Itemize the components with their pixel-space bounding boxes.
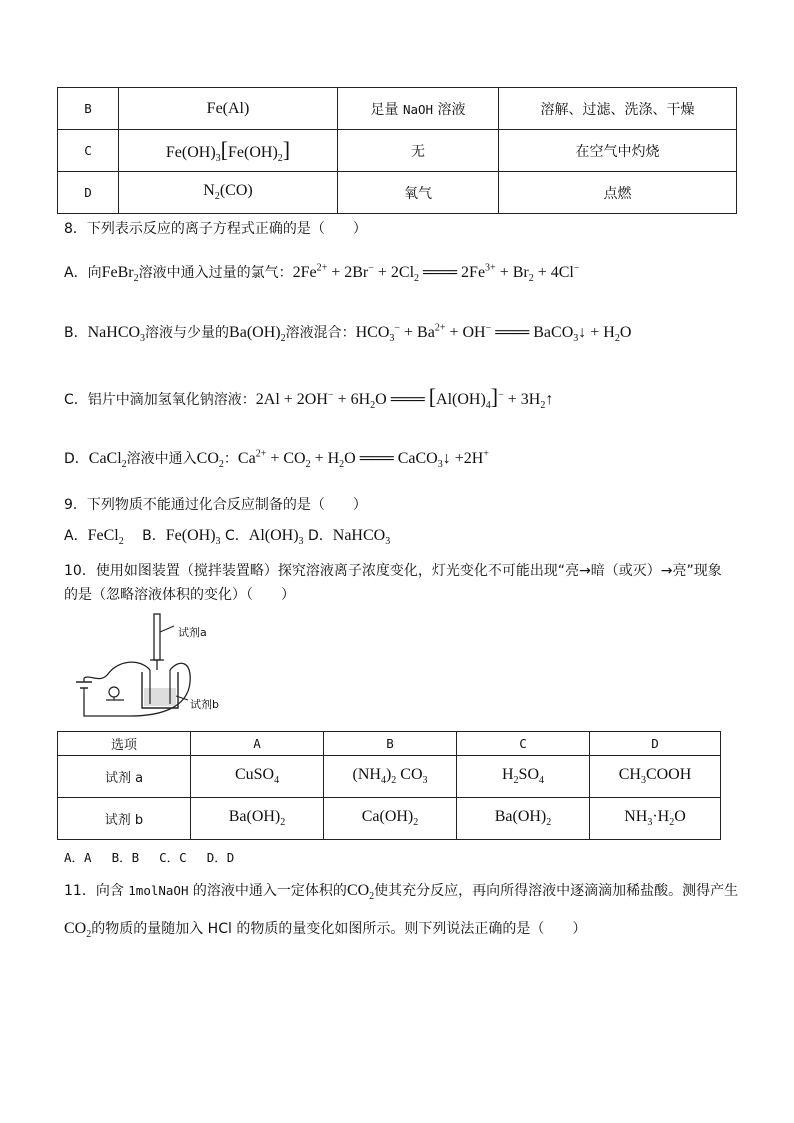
q8-option-a: A．向FeBr$_2$溶液中通入过量的氯气：$2Fe^{2+} + 2Br^- + 2Cl_2$ ═══ $2Fe^{3+} + Br_2 + 4Cl^-$ <box>64 262 580 285</box>
reagent-cell: 无 <box>338 130 499 172</box>
q8-option-b: B．NaHCO$_3$溶液与少量的$Ba(OH)_2$溶液混合：$HCO_3^- + Ba^{2+} + OH^-$ ═══ BaCO$_3$↓ + $H_2O$ <box>64 322 632 345</box>
cell: $(NH_4)_2$ $CO_3$ <box>324 756 457 798</box>
header-option: 选项 <box>58 732 191 756</box>
q10-stem-line2: 的是（忽略溶液体积的变化）（ ） <box>64 587 295 603</box>
reagent-cell: 氧气 <box>338 172 499 214</box>
cell: $NH_3\cdot H_2O$ <box>590 798 721 840</box>
q9-options: A．FeCl$_2$ B．$Fe(OH)_3$ C．$Al(OH)_3$ D．NaHCO$_3$ <box>64 527 391 548</box>
q8-option-d: D．CaCl$_2$溶液中通入$CO_2$：$Ca^{2+} + CO_2 + H_2O$ ═══ CaCO$_3$↓ +2H+ <box>64 448 489 471</box>
row-label-a: 试剂 a <box>58 756 191 798</box>
row-label: B <box>58 88 119 130</box>
reagent-cell: 足量 NaOH 溶液 <box>338 88 499 130</box>
method-cell: 在空气中灼烧 <box>499 130 737 172</box>
q10-stem-line1: 10．使用如图装置（搅拌装置略）探究溶液离子浓度变化，灯光变化不可能出现“亮→暗（或灭）→亮”现象 <box>64 563 722 579</box>
q11-line1: 11．向含 1molNaOH 的溶液中通入一定体积的$CO_2$使其充分反应，再向所得溶液中逐滴滴加稀盐酸。测得产生 <box>64 882 739 903</box>
cell: $Ba(OH)_2$ <box>191 798 324 840</box>
separation-table <box>57 87 737 214</box>
q8-stem: 8．下列表示反应的离子方程式正确的是（ ） <box>64 221 367 237</box>
q9-stem: 9．下列物质不能通过化合反应制备的是（ ） <box>64 497 367 513</box>
cell: $H_2SO_4$ <box>457 756 590 798</box>
q10-answers: A．A B．B C．C D．D <box>64 850 235 865</box>
cell: $CH_3COOH$ <box>590 756 721 798</box>
substance-cell: Fe(Al) <box>119 88 338 130</box>
row-label: D <box>58 172 119 214</box>
q8-option-c: C．铝片中滴加氢氧化钠溶液：$2Al + 2OH^- + 6H_2O$ ═══ $[Al(OH)_4]^-$ + $3H_2↑$ <box>64 384 554 412</box>
reagent-table <box>57 731 721 840</box>
method-cell: 溶解、过滤、洗涤、干燥 <box>499 88 737 130</box>
row-label-b: 试剂 b <box>58 798 191 840</box>
label-reagent-a: 试剂a <box>178 626 207 639</box>
cell: $Ca(OH)_2$ <box>324 798 457 840</box>
q11-line2: $CO_2$的物质的量随加入 HCl 的物质的量变化如图所示。则下列说法正确的是（ ） <box>64 920 587 941</box>
row-label: C <box>58 130 119 172</box>
cell: CuSO$_4$ <box>191 756 324 798</box>
label-reagent-b: 试剂b <box>190 698 219 711</box>
header-d: D <box>590 732 721 756</box>
header-c: C <box>457 732 590 756</box>
cell: $Ba(OH)_2$ <box>457 798 590 840</box>
method-cell: 点燃 <box>499 172 737 214</box>
header-b: B <box>324 732 457 756</box>
substance-cell: $N_2(CO)$ <box>119 172 338 214</box>
substance-cell: $Fe(OH)_3[Fe(OH)_2]$ <box>119 130 338 172</box>
header-a: A <box>191 732 324 756</box>
